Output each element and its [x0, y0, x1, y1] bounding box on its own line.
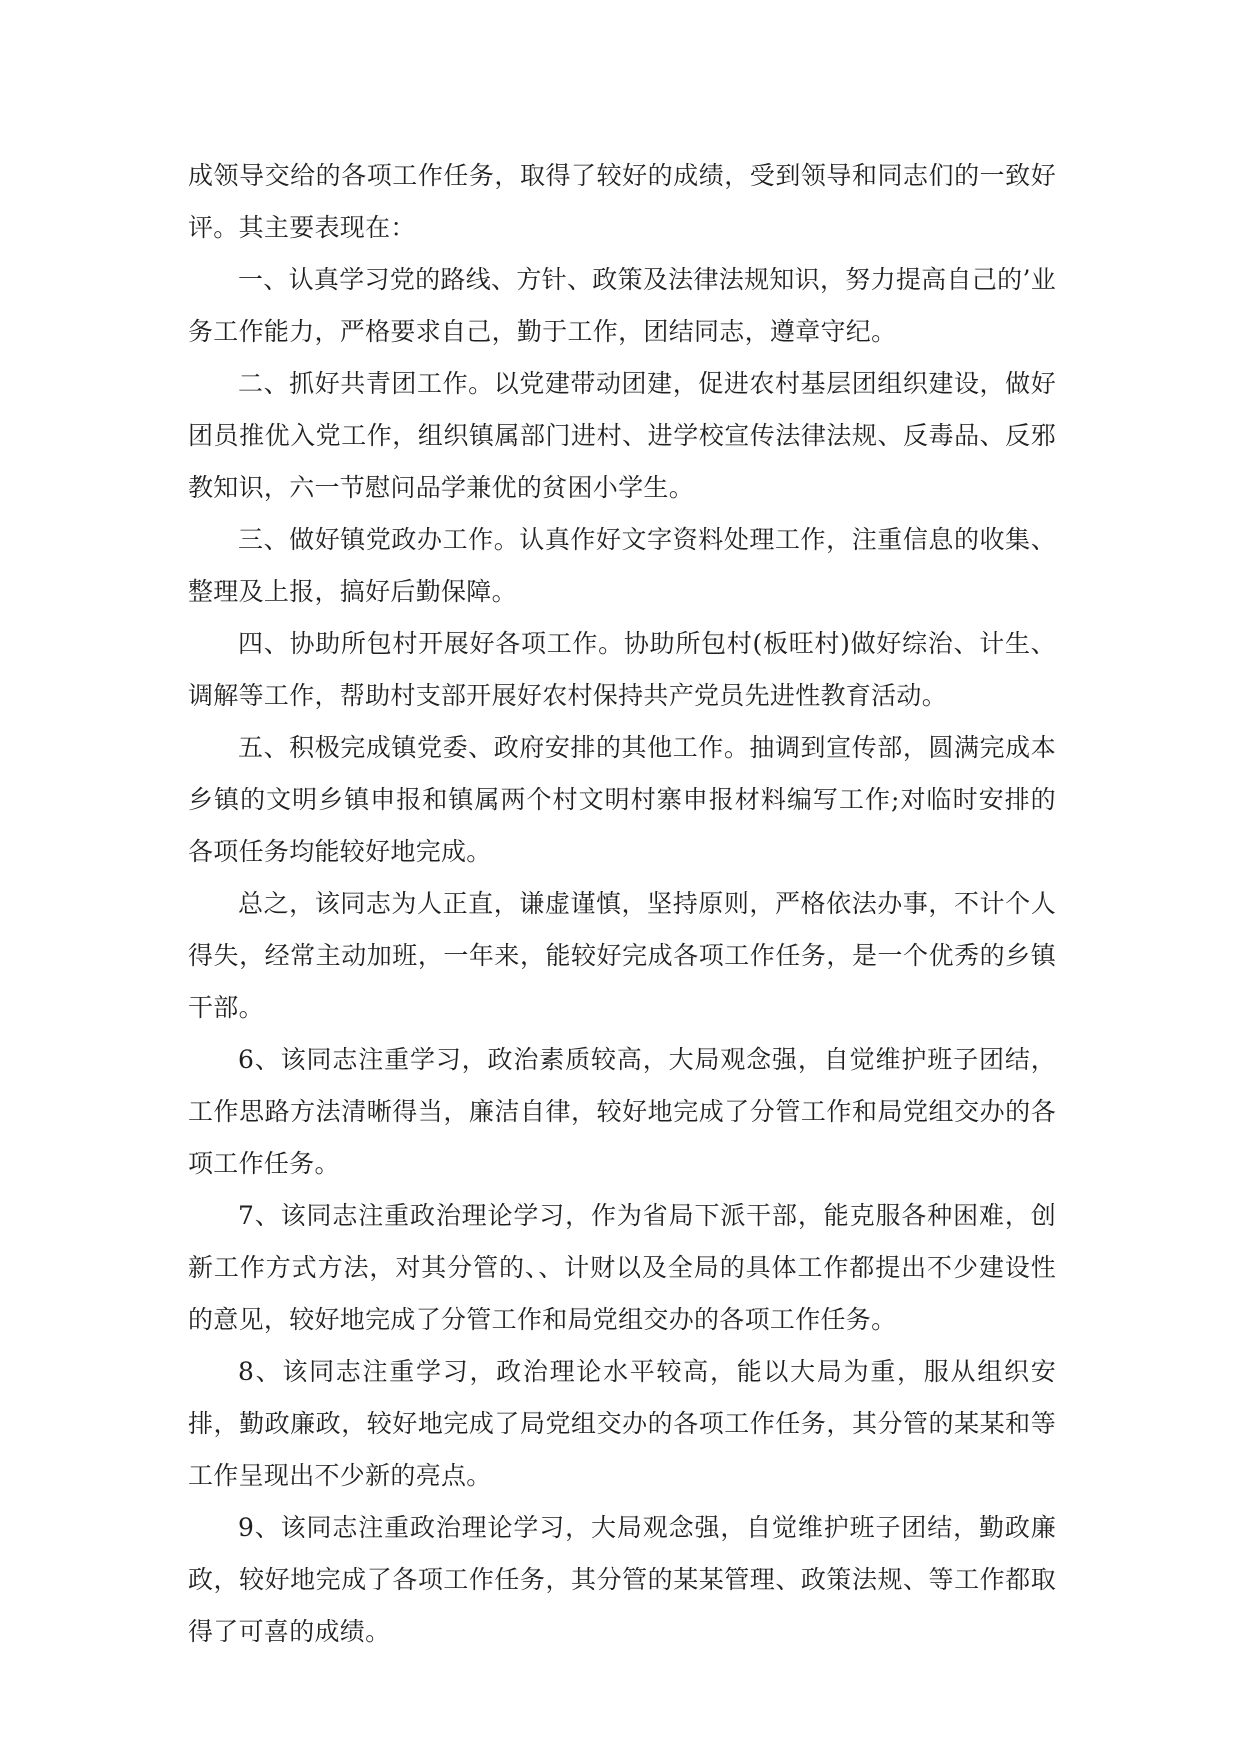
paragraph-item-2: 二、抓好共青团工作。以党建带动团建，促进农村基层团组织建设，做好团员推优入党工作，组织镇属部门进村、进学校宣传法律法规、反毒品、反邪教知识，六一节慰问品学兼优的贫困小学生。 [188, 369, 1056, 502]
paragraph-item-6: 6、该同志注重学习，政治素质较高，大局观念强，自觉维护班子团结，工作思路方法清晰得当，廉洁自律，较好地完成了分管工作和局党组交办的各项工作任务。 [188, 1045, 1056, 1178]
paragraph-item-3: 三、做好镇党政办工作。认真作好文字资料处理工作，注重信息的收集、整理及上报，搞好后勤保障。 [188, 525, 1056, 606]
paragraph-item-8: 8、该同志注重学习，政治理论水平较高，能以大局为重，服从组织安排，勤政廉政，较好地完成了局党组交办的各项工作任务，其分管的某某和等工作呈现出不少新的亮点。 [188, 1357, 1056, 1490]
paragraph-item-1: 一、认真学习党的路线、方针、政策及法律法规知识，努力提高自己的’业务工作能力，严格要求自己，勤于工作，团结同志，遵章守纪。 [188, 265, 1056, 346]
document-body [188, 150, 1056, 1658]
paragraph-item-7: 7、该同志注重政治理论学习，作为省局下派干部，能克服各种困难，创新工作方式方法，对其分管的、、计财以及全局的具体工作都提出不少建设性的意见，较好地完成了分管工作和局党组交办的各项工作任务。 [188, 1201, 1056, 1334]
paragraph-summary: 总之，该同志为人正直，谦虚谨慎，坚持原则，严格依法办事，不计个人得失，经常主动加班，一年来，能较好完成各项工作任务，是一个优秀的乡镇干部。 [188, 889, 1056, 1022]
paragraph-item-5: 五、积极完成镇党委、政府安排的其他工作。抽调到宣传部，圆满完成本乡镇的文明乡镇申报和镇属两个村文明村寨申报材料编写工作;对临时安排的各项任务均能较好地完成。 [188, 733, 1056, 866]
paragraph-item-4: 四、协助所包村开展好各项工作。协助所包村(板旺村)做好综治、计生、调解等工作，帮助村支部开展好农村保持共产党员先进性教育活动。 [188, 629, 1056, 710]
paragraph-continuation: 成领导交给的各项工作任务，取得了较好的成绩，受到领导和同志们的一致好评。其主要表现在： [188, 161, 1056, 242]
paragraph-item-9: 9、该同志注重政治理论学习，大局观念强，自觉维护班子团结，勤政廉政，较好地完成了各项工作任务，其分管的某某管理、政策法规、等工作都取得了可喜的成绩。 [188, 1513, 1056, 1646]
